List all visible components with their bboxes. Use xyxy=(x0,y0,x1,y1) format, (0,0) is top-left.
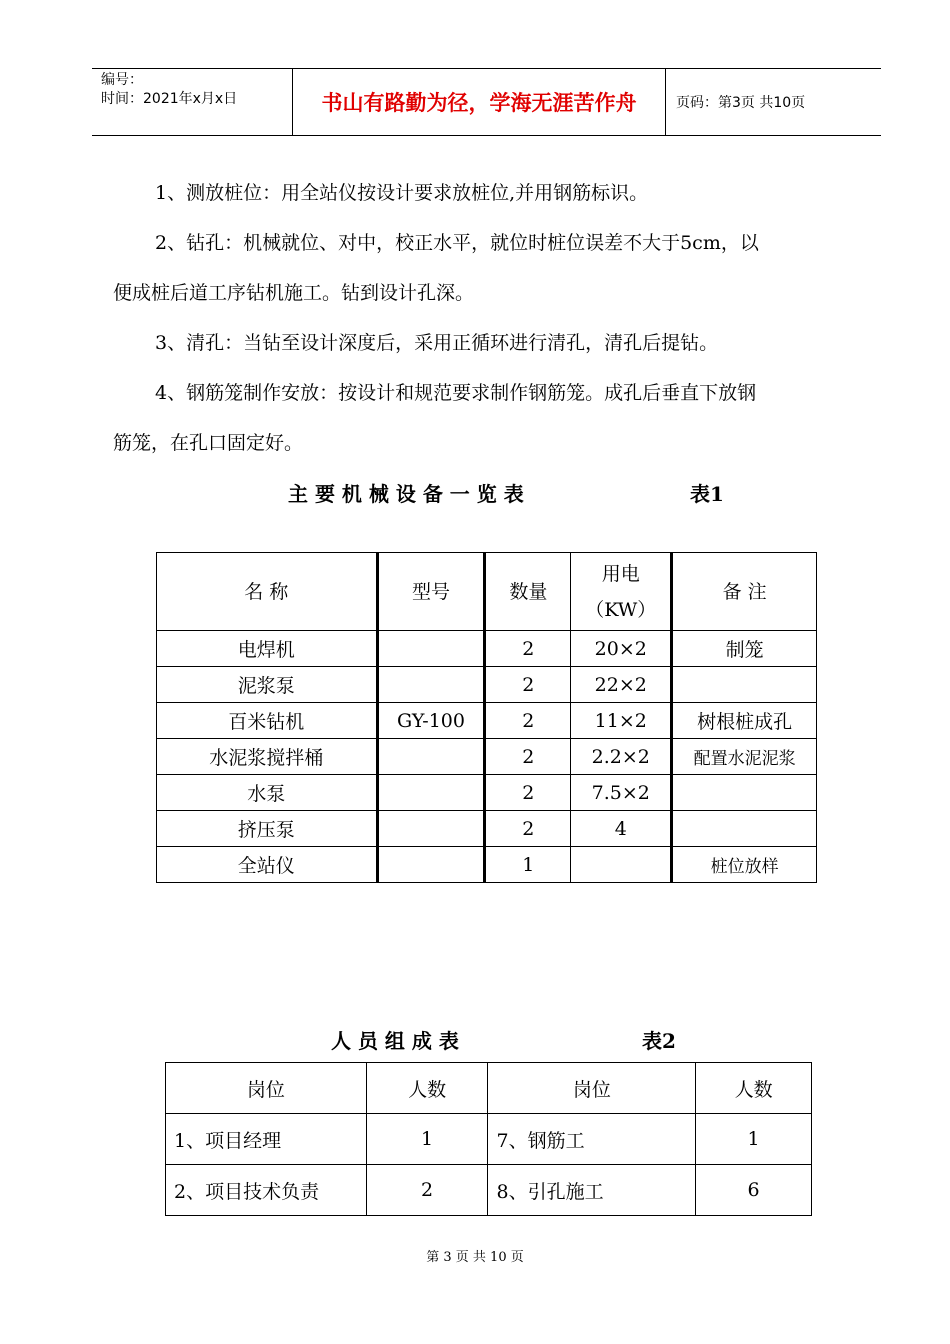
cell-quantity: 2 xyxy=(485,775,571,811)
cell-name: 电焊机 xyxy=(157,631,378,667)
table-row xyxy=(157,811,817,847)
cell-quantity: 2 xyxy=(485,811,571,847)
cell-power: 22×2 xyxy=(571,667,672,703)
cell-power: 11×2 xyxy=(571,703,672,739)
cell-quantity: 2 xyxy=(485,739,571,775)
cell-count: 1 xyxy=(366,1114,488,1165)
cell-name: 挤压泵 xyxy=(157,811,378,847)
cell-name: 泥浆泵 xyxy=(157,667,378,703)
cell-remarks xyxy=(672,667,817,703)
cell-name: 水泵 xyxy=(157,775,378,811)
paragraph-line: 4、钢筋笼制作安放：按设计和规范要求制作钢筋笼。成孔后垂直下放钢 xyxy=(155,382,757,404)
table-header-row xyxy=(166,1063,812,1114)
cell-position: 1、项目经理 xyxy=(166,1114,367,1165)
cell-power: 20×2 xyxy=(571,631,672,667)
table-row xyxy=(157,631,817,667)
header-count: 人数 xyxy=(366,1063,488,1114)
table-row xyxy=(157,667,817,703)
cell-remarks: 树根桩成孔 xyxy=(672,703,817,739)
cell-quantity: 2 xyxy=(485,631,571,667)
cell-quantity: 1 xyxy=(485,847,571,883)
table-row xyxy=(157,703,817,739)
cell-quantity: 2 xyxy=(485,703,571,739)
cell-model xyxy=(377,667,485,703)
paragraph-3 xyxy=(113,318,863,368)
paragraph-line: 筋笼，在孔口固定好。 xyxy=(113,432,304,454)
table-row xyxy=(157,739,817,775)
cell-count: 6 xyxy=(696,1165,812,1216)
cell-name: 水泥浆搅拌桶 xyxy=(157,739,378,775)
number-label: 编号： xyxy=(101,72,143,88)
header-power-line2: （KW） xyxy=(585,598,657,621)
cell-name: 全站仪 xyxy=(157,847,378,883)
header-name: 名 称 xyxy=(157,553,378,631)
page-header xyxy=(92,68,881,136)
cell-model xyxy=(377,631,485,667)
header-page-info: 页码：第3页 共10页 xyxy=(676,95,806,111)
header-remarks: 备 注 xyxy=(672,553,817,631)
cell-position: 2、项目技术负责 xyxy=(166,1165,367,1216)
cell-remarks xyxy=(672,775,817,811)
paragraph-4 xyxy=(113,368,863,468)
cell-quantity: 2 xyxy=(485,667,571,703)
cell-model xyxy=(377,847,485,883)
cell-name: 百米钻机 xyxy=(157,703,378,739)
cell-remarks: 桩位放样 xyxy=(672,847,817,883)
header-count: 人数 xyxy=(696,1063,812,1114)
staff-table xyxy=(165,1062,812,1216)
table-row xyxy=(166,1165,812,1216)
page-footer: 第 3 页 共 10 页 xyxy=(426,1250,524,1265)
cell-remarks xyxy=(672,811,817,847)
cell-position: 8、引孔施工 xyxy=(488,1165,696,1216)
cell-remarks: 制笼 xyxy=(672,631,817,667)
cell-position: 7、钢筋工 xyxy=(488,1114,696,1165)
cell-power xyxy=(571,847,672,883)
cell-count: 1 xyxy=(696,1114,812,1165)
paragraph-2 xyxy=(113,218,863,318)
header-motto: 书山有路勤为径，学海无涯苦作舟 xyxy=(293,69,666,135)
paragraph-1 xyxy=(113,168,863,218)
table2-title: 人 员 组 成 表 xyxy=(331,1029,459,1053)
cell-power: 7.5×2 xyxy=(571,775,672,811)
cell-count: 2 xyxy=(366,1165,488,1216)
cell-model: GY-100 xyxy=(377,703,485,739)
paragraph-line: 3、清孔：当钻至设计深度后，采用正循环进行清孔，清孔后提钻。 xyxy=(155,332,719,354)
paragraph-line: 1、测放桩位：用全站仪按设计要求放桩位,并用钢筋标识。 xyxy=(155,182,649,204)
header-power xyxy=(571,553,672,631)
paragraph-line: 便成桩后道工序钻机施工。钻到设计孔深。 xyxy=(113,282,475,304)
table-row xyxy=(166,1114,812,1165)
cell-model xyxy=(377,775,485,811)
table1-title: 主 要 机 械 设 备 一 览 表 xyxy=(288,482,524,506)
cell-model xyxy=(377,811,485,847)
header-model: 型号 xyxy=(377,553,485,631)
header-meta xyxy=(92,69,293,135)
paragraph-line: 2、钻孔：机械就位、对中，校正水平，就位时桩位误差不大于5cm，以 xyxy=(155,232,759,254)
header-position: 岗位 xyxy=(488,1063,696,1114)
header-quantity: 数量 xyxy=(485,553,571,631)
equipment-table xyxy=(156,552,817,883)
cell-remarks: 配置水泥泥浆 xyxy=(672,739,817,775)
table-header-row xyxy=(157,553,817,631)
cell-power: 2.2×2 xyxy=(571,739,672,775)
header-position: 岗位 xyxy=(166,1063,367,1114)
cell-model xyxy=(377,739,485,775)
header-power-line1: 用电 xyxy=(601,562,640,585)
table-row xyxy=(157,775,817,811)
table2-label: 表2 xyxy=(642,1029,676,1053)
time-label: 时间：2021年x月x日 xyxy=(101,91,238,107)
table-row xyxy=(157,847,817,883)
cell-power: 4 xyxy=(571,811,672,847)
table1-label: 表1 xyxy=(690,482,724,506)
